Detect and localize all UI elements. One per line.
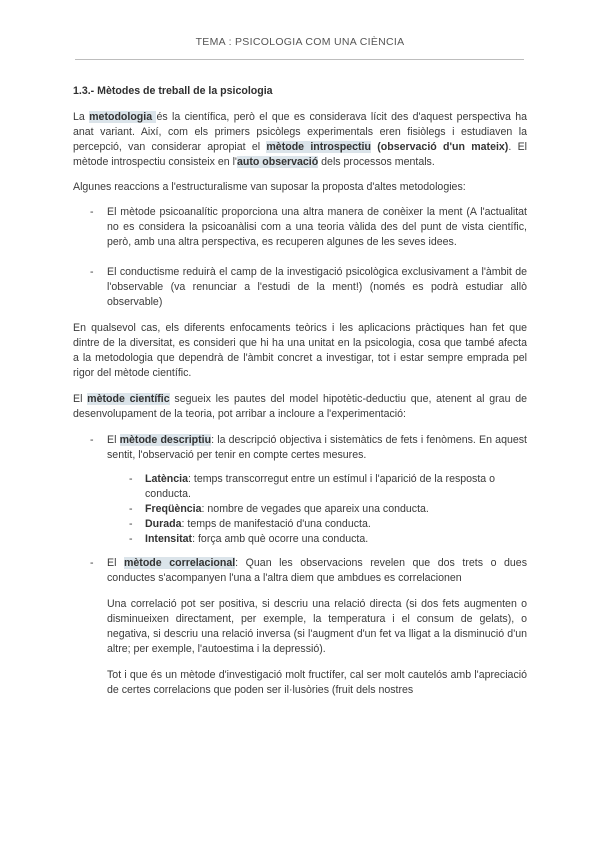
list-item-text: El mètode psicoanalític proporciona una altra manera de conèixer la ment (A l'actualitat no es considera la psicoanàlisi com a una teoria vàlida des del punt de vista científic, però, amb una altra perspectiva, es recuperen algunes de les seves idees. xyxy=(107,206,527,248)
term-durada: Durada xyxy=(145,518,182,530)
highlight-metode-cientific: mètode científic xyxy=(87,393,170,405)
text-run: : la descripció objectiva i sistemàtics de fets i fenòmens. En aquest sentit, l'observació per tenir en compte certes mesures. xyxy=(107,434,527,461)
highlight-metode-correlacional: mètode correlacional xyxy=(123,557,236,569)
term-frequencia: Freqüència xyxy=(145,503,202,515)
paragraph-reactions: Algunes reaccions a l'estructuralisme van suposar la proposta d'altes metodologies: xyxy=(73,181,466,193)
paragraph-metode-cientific xyxy=(73,392,527,422)
highlight-auto-observacio: auto observació xyxy=(236,156,319,168)
term-definition: : temps de manifestació d'una conducta. xyxy=(181,518,371,530)
text-run: El xyxy=(73,393,88,405)
text-run: La xyxy=(73,111,90,123)
sublist-item-latencia xyxy=(73,472,527,502)
list-item-metode-descriptiu xyxy=(73,433,527,463)
term-definition: : temps transcorregut entre un estímul i l'aparició de la resposta o conducta. xyxy=(145,473,496,500)
bullet-dash: - xyxy=(129,473,133,485)
bullet-dash: - xyxy=(90,434,94,446)
text-run: segueix les pautes del model hipotètic-deductiu que, atenent al grau de desenvolupament de la teoria, pot arribar a incloure a l'experimentació: xyxy=(73,393,527,420)
list-item-conductisme xyxy=(73,265,527,310)
bullet-dash: - xyxy=(90,266,94,278)
paragraph-enfocaments: En qualsevol cas, els diferents enfocaments teòrics i les aplicacions pràctiques han fet que dintre de la diversitat, es consideri que hi ha una unitat en la psicologia, cosa que també afecta a la metodologia que dependrà de l'àmbit concret a investigar, tot i estar sempre emprada pel rigor del mètode científic. xyxy=(73,322,527,379)
term-latencia: Latència xyxy=(145,473,188,485)
text-run: El xyxy=(107,557,124,569)
document-body xyxy=(73,84,527,698)
list-item-metode-correlacional xyxy=(73,556,527,586)
term-definition: : força amb què ocorre una conducta. xyxy=(192,533,369,545)
term-definition: : nombre de vegades que apareix una conducta. xyxy=(201,503,429,515)
sublist-item-frequencia xyxy=(73,502,527,517)
bullet-dash: - xyxy=(90,557,94,569)
sublist-item-intensitat xyxy=(73,532,527,547)
text-run: dels processos mentals. xyxy=(318,156,435,168)
header-divider xyxy=(75,59,524,60)
bold-run: (observació d'un mateix) xyxy=(370,141,509,153)
list-item-text: El conductisme reduirà el camp de la investigació psicològica exclusivament a l'àmbit de l'observable (va renunciar a l'estudi de la ment!) (només es podrà estudiar allò observable) xyxy=(107,266,527,308)
term-intensitat: Intensitat xyxy=(145,533,193,545)
section-heading: 1.3.- Mètodes de treball de la psicologia xyxy=(73,85,273,97)
list-item-psicoanalitic xyxy=(73,205,527,250)
sublist-item-durada xyxy=(73,517,527,532)
bullet-dash: - xyxy=(129,533,133,545)
text-run: El xyxy=(107,434,120,446)
paragraph-cautela: Tot i que és un mètode d'investigació molt fructífer, cal ser molt cautelós amb l'apreciació de certes correlacions que poden ser il·lusòries (fruit dels nostres xyxy=(107,669,527,696)
bullet-dash: - xyxy=(129,518,133,530)
bullet-dash: - xyxy=(90,206,94,218)
highlight-metode-descriptiu: mètode descriptiu xyxy=(119,434,212,446)
text-run: : Quan les observacions revelen que dos trets o dues conductes s'acompanyen l'una a l'altra diem que ambdues es correlacionen xyxy=(107,557,527,584)
bullet-dash: - xyxy=(129,503,133,515)
page-header: TEMA : PSICOLOGIA COM UNA CIÈNCIA xyxy=(195,36,405,48)
paragraph-methodology xyxy=(73,110,527,170)
highlight-metodologia: metodologia xyxy=(89,111,157,123)
text-run: és la científica, però el que es considerava lícit des d'aquest perspectiva ha anat variant. Així, com els primers psicòlegs experimentals eren fisiòlegs i estudiaven la percepció, van considerar apropiat el xyxy=(73,111,527,153)
text-run: . El mètode introspectiu consisteix en l' xyxy=(73,141,527,168)
paragraph-correlacio: Una correlació pot ser positiva, si descriu una relació directa (si dos fets augmenten o disminueixen directament, per exemple, la temperatura i el consum de gelats), o negativa, si descriu una relació inversa (si l'augment d'un fet va lligat a la disminució d'un altre; per exemple, l'autoestima i la depressió). xyxy=(107,598,527,655)
highlight-metode-introspectiu: mètode introspectiu xyxy=(266,141,371,153)
